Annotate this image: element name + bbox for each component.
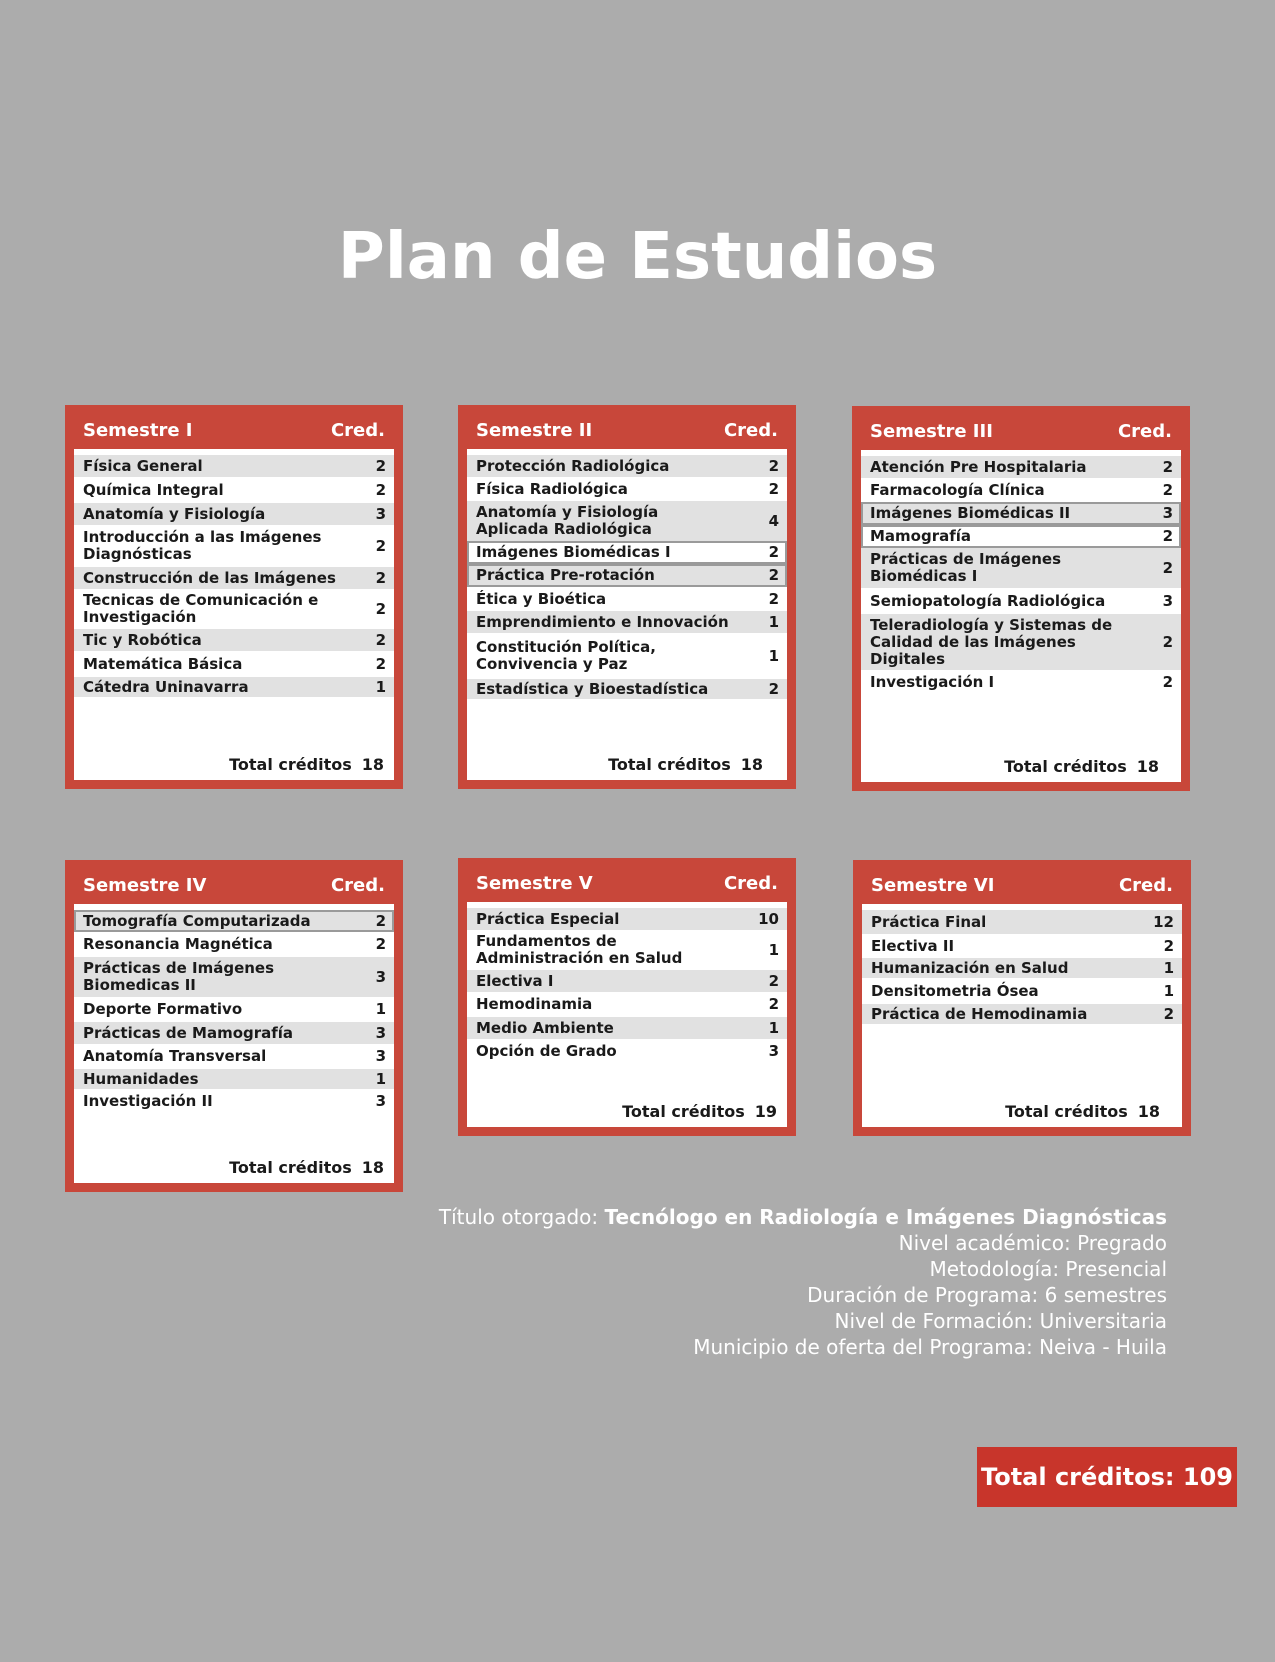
semester-card-6 [853, 860, 1191, 1136]
course-credits: 2 [1162, 672, 1173, 691]
course-row [467, 455, 787, 477]
semester-header [74, 860, 394, 904]
course-name: Hemodinamia [476, 995, 593, 1013]
course-credits: 3 [375, 1091, 386, 1110]
course-name: Medio Ambiente [476, 1018, 614, 1037]
course-credits: 2 [375, 536, 386, 555]
total-label: Total créditos [622, 1102, 745, 1121]
semester-card-3 [852, 406, 1190, 791]
course-list [467, 902, 787, 1127]
course-row [467, 1017, 787, 1039]
course-credits: 2 [768, 479, 779, 498]
semester-header [861, 406, 1181, 450]
semester-card-2 [458, 405, 796, 789]
course-row [861, 456, 1181, 478]
course-credits: 1 [375, 677, 386, 696]
course-row [74, 525, 394, 567]
course-row [862, 1004, 1182, 1024]
course-credits: 2 [1162, 558, 1173, 577]
course-name: Mamografía [870, 527, 972, 545]
total-label: Total créditos [1005, 1102, 1128, 1121]
course-name: Física Radiológica [476, 479, 628, 498]
semester-total [229, 755, 384, 774]
course-name: Química Integral [83, 480, 224, 499]
course-row [862, 934, 1182, 958]
course-credits: 10 [758, 909, 779, 928]
course-row [467, 1039, 787, 1063]
course-row [467, 541, 787, 564]
course-row [74, 477, 394, 503]
course-name: Ética y Bioética [476, 589, 607, 608]
course-name: Práctica Pre-rotación [476, 566, 655, 584]
course-credits: 2 [1162, 632, 1173, 651]
course-credits: 1 [1163, 958, 1174, 977]
course-name: Práctica Final [871, 912, 987, 931]
course-name: Anatomía y Fisiología Aplicada Radiológica [476, 503, 659, 538]
course-row [467, 930, 787, 970]
course-name: Introducción a las Imágenes Diagnósticas [83, 528, 322, 563]
semester-total [622, 1102, 777, 1121]
course-credits: 2 [375, 568, 386, 587]
course-credits: 1 [768, 646, 779, 665]
course-name: Deporte Formativo [83, 1000, 243, 1018]
course-credits: 3 [1162, 591, 1173, 610]
course-row [861, 670, 1181, 694]
course-credits: 2 [768, 995, 779, 1013]
course-credits: 2 [375, 480, 386, 499]
course-credits: 2 [375, 630, 386, 649]
total-label: Total créditos [1004, 757, 1127, 776]
methodology: Metodología: Presencial [929, 1257, 1167, 1281]
course-row [74, 997, 394, 1022]
cred-header: Cred. [1118, 875, 1173, 896]
course-row [74, 1044, 394, 1069]
course-row [74, 629, 394, 651]
semester-title: Semestre III [870, 421, 993, 442]
course-name: Tic y Robótica [83, 630, 202, 649]
semester-card-4 [65, 860, 403, 1192]
degree-title-label: Título otorgado: [438, 1205, 605, 1229]
course-credits: 2 [768, 543, 779, 561]
course-row [861, 614, 1181, 670]
course-row [74, 677, 394, 697]
course-credits: 3 [1162, 504, 1173, 522]
course-row [467, 992, 787, 1017]
course-row [467, 587, 787, 611]
course-credits: 2 [768, 566, 779, 584]
course-name: Anatomía Transversal [83, 1047, 267, 1065]
training-level: Nivel de Formación: Universitaria [834, 1309, 1167, 1333]
course-row [467, 611, 787, 633]
total-label: Total créditos [229, 1158, 352, 1177]
course-row [861, 502, 1181, 525]
course-name: Emprendimiento e Innovación [476, 612, 729, 631]
program-duration: Duración de Programa: 6 semestres [807, 1283, 1167, 1307]
semester-total [1004, 757, 1159, 776]
course-name: Atención Pre Hospitalaria [870, 457, 1087, 476]
page-title: Plan de Estudios [337, 220, 938, 294]
course-credits: 1 [1163, 981, 1174, 1000]
course-credits: 2 [1163, 936, 1174, 955]
course-name: Práctica de Hemodinamia [871, 1004, 1088, 1023]
course-list [862, 904, 1182, 1127]
course-list [861, 450, 1181, 782]
course-name: Práctica Especial [476, 909, 620, 928]
course-credits: 3 [375, 1023, 386, 1042]
course-list [74, 449, 394, 780]
course-row [74, 1022, 394, 1044]
course-name: Construcción de las Imágenes [83, 568, 336, 587]
semester-title: Semestre VI [871, 875, 995, 896]
course-credits: 2 [375, 935, 386, 953]
total-value: 18 [740, 755, 763, 774]
course-row [74, 1089, 394, 1113]
semester-title: Semestre I [83, 420, 193, 441]
course-row [861, 525, 1181, 548]
course-credits: 2 [768, 679, 779, 698]
course-name: Fundamentos de Administración en Salud [476, 932, 683, 967]
course-name: Teleradiología y Sistemas de Calidad de las Imágenes Digitales [870, 615, 1113, 668]
course-credits: 1 [768, 940, 779, 959]
course-row [862, 978, 1182, 1004]
course-credits: 2 [768, 971, 779, 990]
course-credits: 2 [375, 911, 386, 930]
cred-header: Cred. [723, 420, 778, 441]
course-credits: 1 [375, 1069, 386, 1088]
course-name: Densitometria Ósea [871, 981, 1039, 1000]
course-row [467, 908, 787, 930]
course-name: Tecnicas de Comunicación e Investigación [83, 591, 319, 626]
course-row [74, 503, 394, 525]
course-credits: 2 [1162, 480, 1173, 499]
semester-card-1 [65, 405, 403, 789]
semester-total [1005, 1102, 1160, 1121]
semester-header [467, 405, 787, 449]
semester-title: Semestre IV [83, 875, 207, 896]
course-name: Estadística y Bioestadística [476, 679, 709, 698]
total-value: 18 [361, 755, 384, 774]
course-row [74, 455, 394, 477]
course-row [467, 501, 787, 541]
cred-header: Cred. [330, 420, 385, 441]
course-name: Constitución Política, Convivencia y Paz [476, 638, 656, 673]
course-row [861, 548, 1181, 588]
course-name: Prácticas de Mamografía [83, 1023, 294, 1042]
course-name: Tomografía Computarizada [83, 911, 311, 930]
course-name: Humanización en Salud [871, 958, 1069, 977]
academic-level: Nivel académico: Pregrado [898, 1231, 1167, 1255]
course-credits: 2 [768, 589, 779, 608]
semester-title: Semestre V [476, 873, 593, 894]
course-credits: 2 [1162, 527, 1173, 545]
degree-title-line [439, 1204, 1167, 1230]
course-name: Física General [83, 456, 203, 475]
course-credits: 2 [1162, 457, 1173, 476]
semester-header [467, 858, 787, 902]
course-row [74, 910, 394, 932]
course-name: Farmacología Clínica [870, 480, 1045, 499]
course-name: Prácticas de Imágenes Biomédicas I [870, 550, 1062, 585]
course-name: Imágenes Biomédicas II [870, 504, 1071, 522]
total-label: Total créditos [608, 755, 731, 774]
course-list [74, 904, 394, 1183]
course-row [467, 679, 787, 699]
course-name: Electiva I [476, 971, 554, 990]
course-credits: 3 [768, 1041, 779, 1060]
course-credits: 3 [375, 967, 386, 986]
course-row [74, 932, 394, 957]
course-row [467, 633, 787, 679]
course-credits: 4 [768, 511, 779, 530]
semester-title: Semestre II [476, 420, 593, 441]
total-value: 18 [361, 1158, 384, 1177]
course-row [467, 970, 787, 992]
course-credits: 2 [768, 456, 779, 475]
program-location: Municipio de oferta del Programa: Neiva - Huila [693, 1335, 1167, 1359]
course-row [861, 478, 1181, 502]
course-name: Semiopatología Radiológica [870, 591, 1106, 610]
course-credits: 2 [375, 654, 386, 673]
course-name: Humanidades [83, 1069, 199, 1088]
cred-header: Cred. [1117, 421, 1172, 442]
course-row [74, 651, 394, 677]
total-label: Total créditos [229, 755, 352, 774]
course-credits: 3 [375, 504, 386, 523]
semester-total [229, 1158, 384, 1177]
course-credits: 2 [375, 456, 386, 475]
course-name: Matemática Básica [83, 654, 243, 673]
semester-card-5 [458, 858, 796, 1136]
total-value: 18 [1136, 757, 1159, 776]
course-name: Protección Radiológica [476, 456, 670, 475]
course-name: Anatomía y Fisiología [83, 504, 266, 523]
degree-title-value: Tecnólogo en Radiología e Imágenes Diagnósticas [604, 1205, 1167, 1229]
semester-total [608, 755, 763, 774]
course-row [467, 564, 787, 587]
course-name: Electiva II [871, 936, 955, 955]
course-row [74, 567, 394, 589]
course-list [467, 449, 787, 780]
course-credits: 2 [375, 599, 386, 618]
course-credits: 12 [1153, 912, 1174, 931]
cred-header: Cred. [330, 875, 385, 896]
total-value: 19 [754, 1102, 777, 1121]
course-credits: 3 [375, 1047, 386, 1065]
course-name: Investigación I [870, 672, 995, 691]
course-name: Resonancia Magnética [83, 935, 273, 953]
course-name: Prácticas de Imágenes Biomedicas II [83, 959, 275, 994]
course-row [74, 957, 394, 997]
course-credits: 1 [375, 1000, 386, 1018]
course-credits: 1 [768, 1018, 779, 1037]
total-value: 18 [1137, 1102, 1160, 1121]
course-credits: 2 [1163, 1004, 1174, 1023]
course-row [862, 958, 1182, 978]
program-info [439, 1204, 1167, 1360]
course-name: Cátedra Uninavarra [83, 677, 249, 696]
semester-header [862, 860, 1182, 904]
grand-total-badge: Total créditos: 109 [977, 1447, 1237, 1507]
course-name: Investigación II [83, 1091, 213, 1110]
cred-header: Cred. [723, 873, 778, 894]
semester-header [74, 405, 394, 449]
course-credits: 1 [768, 612, 779, 631]
course-row [862, 910, 1182, 934]
course-row [467, 477, 787, 501]
course-name: Opción de Grado [476, 1041, 617, 1060]
course-row [861, 588, 1181, 614]
course-row [74, 589, 394, 629]
course-name: Imágenes Biomédicas I [476, 543, 671, 561]
course-row [74, 1069, 394, 1089]
